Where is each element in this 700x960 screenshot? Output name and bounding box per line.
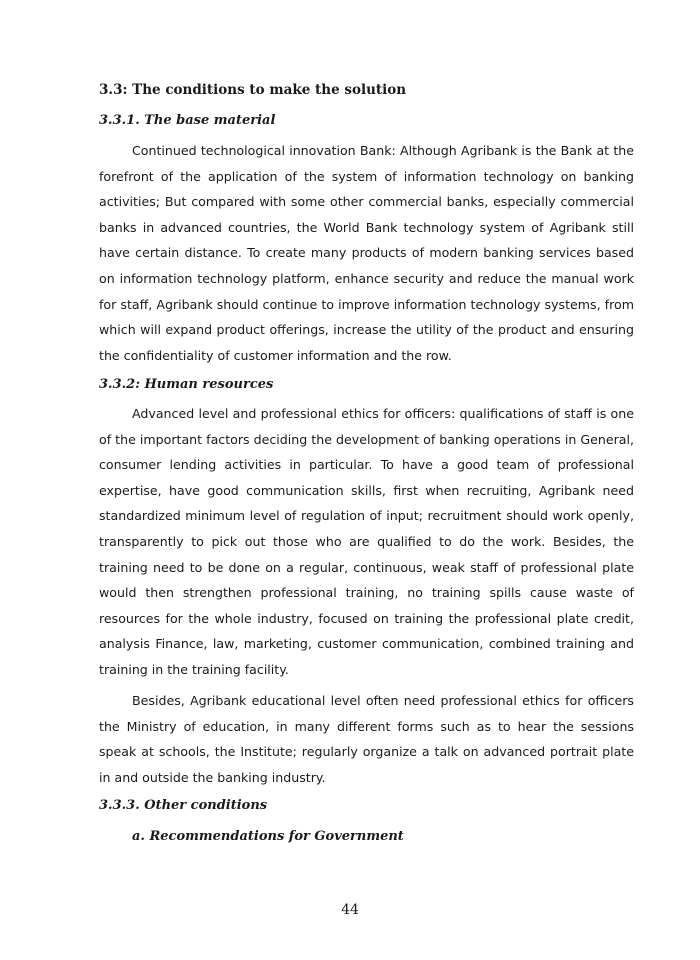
paragraph-human-resources-1: Advanced level and professional ethics for officers: qualifications of staff is one of the important factors deciding the development of banking operations in General, consumer lending activities in particular. To have a good team of professional expertise, have good communication skills, first when recruiting, Agribank need standardized minimum level of regulation of input; recruitment should work openly, transparently to pick out those who are qualified to do the work. Besides, the training need to be done on a regular, continuous, weak staff of professional plate would then strengthen professional training, no training spills cause waste of resources for the whole industry, focused on training the professional plate credit, analysis Finance, law, marketing, customer communication, combined training and training in the training facility. — [99, 406, 634, 677]
section-heading: 3.3: The conditions to make the solution — [99, 82, 407, 98]
paragraph-human-resources-2: Besides, Agribank educational level often need professional ethics for officers the Ministry of education, in many different forms such as to hear the sessions speak at schools, the Institute; regularly organize a talk on advanced portrait plate in and outside the banking industry. — [99, 693, 634, 785]
subsection-heading-human-resources: 3.3.2: Human resources — [99, 377, 274, 392]
subsection-heading-other-conditions: 3.3.3. Other conditions — [99, 798, 268, 813]
paragraph-base-material: Continued technological innovation Bank: Although Agribank is the Bank at the forefront of the application of the system of information technology on banking activities; But compared with some other commercial banks, especially commercial banks in advanced countries, the World Bank technology system of Agribank still have certain distance. To create many products of modern banking services based on information technology platform, enhance security and reduce the manual work for staff, Agribank should continue to improve information technology systems, from which will expand product offerings, increase the utility of the product and ensuring the confidentiality of customer information and the row. — [99, 143, 634, 363]
page-number: 44 — [341, 902, 359, 918]
subheading-recommendations-government: a. Recommendations for Government — [132, 829, 404, 844]
subsection-heading-base-material: 3.3.1. The base material — [99, 113, 276, 128]
